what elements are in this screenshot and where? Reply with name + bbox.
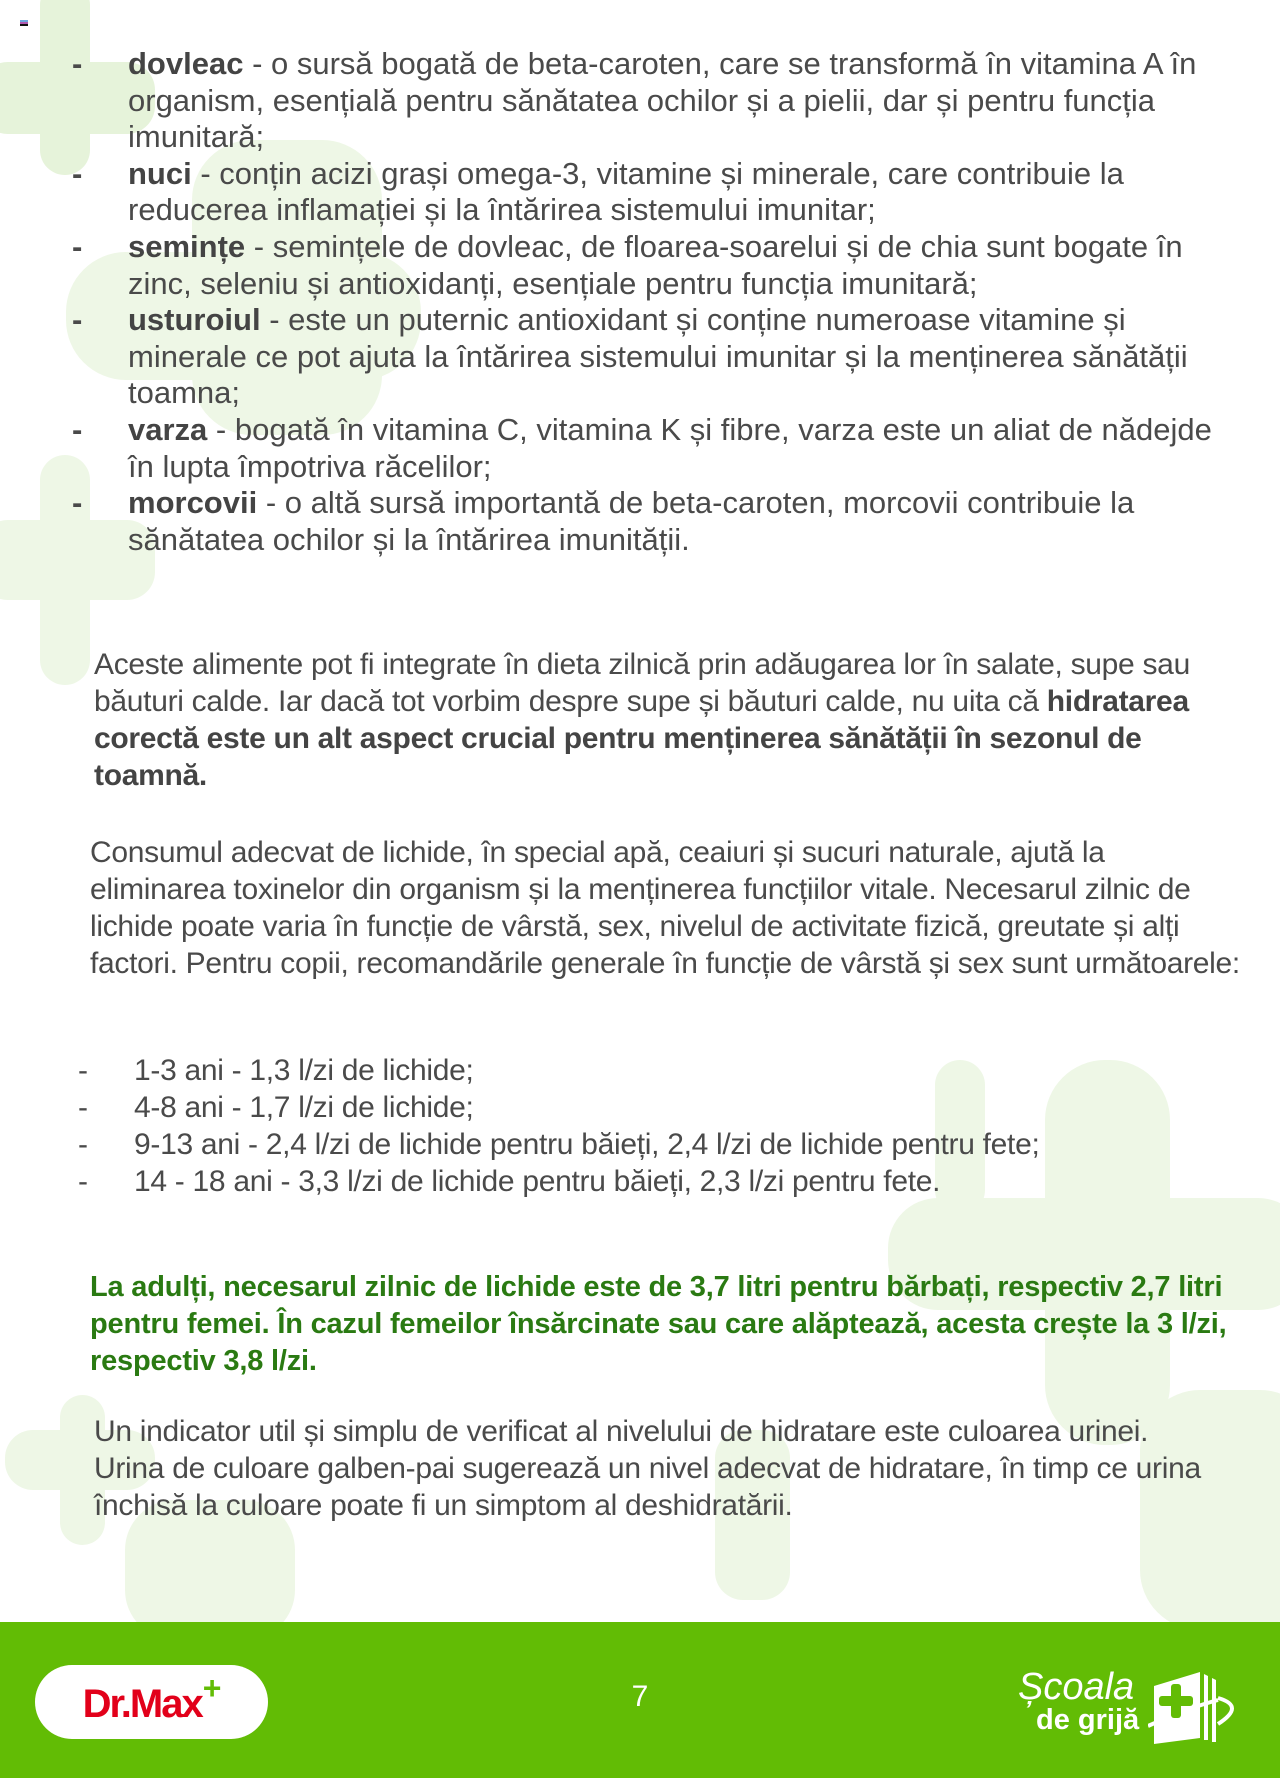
food-term: nuci	[128, 155, 192, 191]
food-description: - conțin acizi grași omega-3, vitamine și minerale, care contribuie la reducerea inflamației și la întărirea sistemului imunitar;	[128, 155, 1124, 228]
list-item	[78, 1126, 1198, 1163]
food-term: dovleac	[128, 46, 244, 81]
book-plus-icon	[1148, 1668, 1248, 1748]
list-item	[72, 302, 1212, 412]
bullet-dash: -	[72, 411, 83, 447]
bullet-dash: -	[78, 1165, 88, 1198]
list-item	[78, 1052, 1198, 1089]
bullet-dash: -	[72, 155, 83, 191]
page-footer	[0, 1622, 1280, 1778]
list-item	[72, 412, 1212, 485]
list-item	[72, 156, 1212, 229]
indicator-paragraph: Un indicator util și simplu de verificat al nivelului de hidratare este culoarea urinei. Urina de culoare galben-pai sugerează un nivel adecvat de hidratare, în timp ce urina închisă la culoare poate fi un simptom al deshidratării.	[94, 1415, 1201, 1522]
immunity-foods-list	[72, 46, 1212, 558]
list-item	[78, 1163, 1198, 1200]
bullet-dash: -	[72, 228, 83, 264]
food-description: - o sursă bogată de beta-caroten, care se transformă în vitamina A în organism, esențială pentru sănătatea ochilor și a pielii, dar și pentru funcția imunitară;	[128, 46, 1197, 155]
food-term: usturoiul	[128, 302, 261, 338]
list-item-text: 4-8 ani - 1,7 l/zi de lichide;	[134, 1091, 474, 1124]
food-term: semințe	[128, 228, 246, 264]
brand-line1: Școala	[1018, 1666, 1135, 1708]
brand-line2: de grijă	[1036, 1704, 1140, 1736]
food-term: morcovii	[128, 485, 258, 521]
food-description: - este un puternic antioxidant și conține numeroase vitamine și minerale ce pot ajuta la întărirea sistemului imunitar și la menținerea sănătății toamna;	[128, 302, 1188, 411]
bullet-dash: -	[78, 1054, 88, 1087]
list-item-text: 1-3 ani - 1,3 l/zi de lichide;	[134, 1054, 474, 1087]
food-term: varza	[128, 411, 208, 447]
bullet-dash: -	[78, 1128, 88, 1161]
scoala-de-grija-logo[interactable]	[1018, 1666, 1248, 1746]
adults-highlight-paragraph: La adulți, necesarul zilnic de lichide este de 3,7 litri pentru bărbați, respectiv 2,7 litri pentru femei. În cazul femeilor însărcinate sau care alăptează, acesta crește la 3 l/zi, respectiv 3,8 l/zi.	[90, 1271, 1227, 1377]
liquids-paragraph: Consumul adecvat de lichide, în special apă, ceaiuri și sucuri naturale, ajută la eliminarea toxinelor din organism și la menținerea funcțiilor vitale. Necesarul zilnic de lichide poate varia în funcție de vârstă, sex, nivelul de activitate fizică, greutate și alți factori. Pentru copii, recomandările generale în funcție de vârstă și sex sunt următoarele:	[90, 836, 1240, 980]
plus-icon: +	[202, 1669, 222, 1706]
list-item	[72, 485, 1212, 558]
integration-bold-text: hidratarea corectă este un alt aspect crucial pentru menținerea sănătății în sezonul de toamnă.	[94, 685, 1189, 792]
children-liquids-list	[78, 1052, 1198, 1200]
bullet-dash: -	[72, 46, 83, 81]
list-item	[72, 229, 1212, 302]
food-description: - o altă sursă importantă de beta-caroten, morcovii contribuie la sănătatea ochilor și la întărirea imunității.	[128, 485, 1135, 557]
integration-paragraph	[94, 646, 1224, 794]
bullet-dash: -	[72, 485, 83, 521]
integration-text: Aceste alimente pot fi integrate în dieta zilnică prin adăugarea lor în salate, supe sau băuturi calde. Iar dacă tot vorbim despre supe și băuturi calde, nu uita că	[94, 648, 1190, 718]
bullet-dash: -	[78, 1091, 88, 1124]
drmax-logo[interactable]	[35, 1665, 268, 1739]
food-description: - semințele de dovleac, de floarea-soarelui și de chia sunt bogate în zinc, seleniu și antioxidanți, esențiale pentru funcția imunitară;	[128, 228, 1183, 301]
list-item-text: 14 - 18 ani - 3,3 l/zi de lichide pentru băieți, 2,3 l/zi pentru fete.	[134, 1165, 941, 1198]
list-item	[72, 46, 1212, 156]
page-number: 7	[631, 1680, 649, 1713]
bullet-dash: -	[72, 302, 83, 338]
menu-icon[interactable]	[20, 20, 28, 28]
food-description: - bogată în vitamina C, vitamina K și fibre, varza este un aliat de nădejde în lupta împotriva răcelilor;	[128, 411, 1212, 484]
list-item	[78, 1089, 1198, 1126]
drmax-logo-text: Dr.Max	[82, 1681, 202, 1726]
list-item-text: 9-13 ani - 2,4 l/zi de lichide pentru băieți, 2,4 l/zi de lichide pentru fete;	[134, 1128, 1040, 1161]
